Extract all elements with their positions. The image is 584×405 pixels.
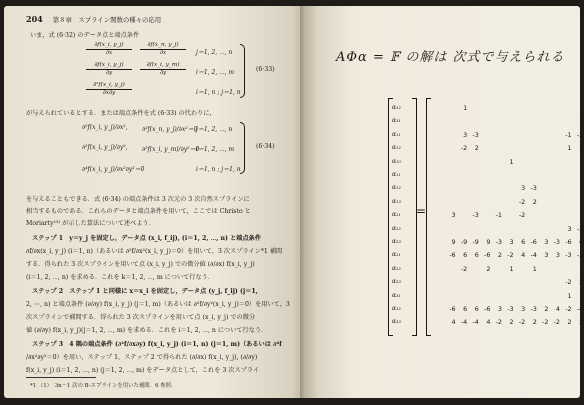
condition: i＝1, n ; j＝1, n [196,89,241,96]
matrix-cell: 1 [463,104,468,112]
denominator: ∂x∂y [102,90,116,96]
step-2-line: ステップ 2 ステップ 1 と同様に x＝x_i を固定し，データ点 (y_j, f_ij) (j＝1, [32,288,258,295]
matrix-cell: 2 [486,264,491,273]
matrix-cell: 6 [463,305,468,313]
matrix-cell: -3 [576,224,584,233]
matrix-cell: 3 [544,251,549,260]
matrix-cell: -6 [484,251,491,260]
running-head: 第８章 スプライン関数の種々の応用 [52,16,162,24]
matrix-cell: -3 [565,251,572,260]
text-line: 値 (∂/∂y) f(x_i, y_j)(j＝1, 2, ⋯, m) を求める．これを i＝1, 2, ⋯, n について行なう． [26,327,268,334]
matrix-cell: -9 [460,238,468,246]
matrix-cell: -6 [449,251,456,260]
fraction [140,62,186,76]
matrix-cell: 1 [509,264,514,273]
matrix-cell: -2 [565,305,572,313]
matrix-cell: 1 [532,264,537,273]
matrix-cell: 1 [509,157,514,166]
alpha-label: α₂₃ [392,278,401,286]
matrix-cell: -1 [495,211,502,220]
matrix-cell: 3 [463,130,468,139]
matrix-cell: 2 [474,144,479,153]
condition: j＝1, 2, ⋯, n [196,49,233,56]
text-line: /∂x²∂y²＝0）を用い，ステップ 1，ステップ 2 で得られた (∂/∂x) f(x_i, y_j), (∂/∂y) [26,354,258,361]
matrix-cell: -3 [495,238,502,246]
alpha-label: α₁₁ [392,130,401,138]
numerator: ∂f(x_i, y_j) [94,42,124,48]
alpha-label: α₁₂ [392,184,401,192]
text-line: Moriarty¹³⁾ が示した算法について述べよう． [26,220,155,227]
alpha-label: α₃₂ [392,104,401,111]
page-number: 204 [26,14,43,24]
text-line: が与えられているとする．または端点条件を式 (6·33) の代わりに， [26,110,216,117]
numerator: ∂f(x_i, y_m) [146,62,180,68]
matrix-cell: -9 [472,238,479,246]
alpha-label: α₁₂ [392,144,401,152]
matrix-cell: -3 [553,238,560,246]
matrix-cell: -2 [518,197,526,206]
matrix-cell: -3 [507,305,514,313]
matrix-cell: -6 [449,305,456,313]
matrix-cell: 6 [521,238,526,246]
matrix-cell: -3 [530,305,537,313]
matrix-cell: 6 [463,251,468,260]
matrix-cell: 1 [579,117,584,126]
matrix-cell: -3 [472,211,479,220]
denominator: ∂y [105,70,113,76]
equation-term: ∂²f(x_i, y_j)/∂x², [82,124,128,131]
text-line: いま，式 (6·32) のデータ点と端点条件 [30,32,140,39]
right-brace [240,122,245,174]
footnote-rule [26,377,96,378]
numerator: ∂f(x_n, y_j) [147,42,179,48]
matrix-cell: -2 [460,264,468,273]
matrix-cell: -4 [460,318,468,327]
alpha-label: α₁₀ [392,157,401,165]
matrix-cell: 3 [521,184,526,193]
matrix-cell: 2 [532,318,537,327]
fraction [140,42,186,56]
matrix-cell: 2 [544,305,549,313]
matrix-cell: -3 [472,130,479,139]
numerator: ∂²f(x_i, y_j) [93,82,125,88]
denominator: ∂x [159,50,167,56]
alpha-label: α₂₁ [392,251,401,259]
denominator: ∂y [159,70,167,76]
step-3-line: ステップ 3 4 隅の端点条件 (∂²f/∂x∂y) f(x_i, y_j) (i＝1, n) (j＝1, m)（あるいは ∂⁴f [32,341,282,348]
fraction [86,62,132,76]
matrix-cell: 2 [579,278,584,287]
matrix-cell: -1 [565,130,572,139]
alpha-label: α₂₂ [392,264,401,272]
matrix-cell: 4 [486,318,491,327]
matrix-cell: -2 [518,318,526,327]
handwritten-note: AΦα = 𝔽 の解は 次式で与えられる [336,50,565,65]
matrix-cell: -6 [565,238,572,246]
matrix-cell: -2 [565,278,572,287]
equation-term: ∂²f(x_n, y_j)/∂x²＝0 [142,126,198,133]
alpha-label: α₂₁ [392,211,401,219]
equation-term: ∂²f(x_i, y_j)/∂y², [82,144,128,151]
matrix-cell: 6 [579,238,584,246]
alpha-label: α₂₂ [392,224,401,232]
matrix-cell: 2 [532,197,537,206]
matrix-cell: 3 [521,305,526,313]
matrix-cell: 4 [555,305,560,313]
condition: i＝1, 2, ⋯, m [196,69,235,76]
denominator: ∂x [105,50,113,56]
alpha-label: α₁₁ [392,171,401,178]
matrix-cell: -4 [472,318,479,327]
equation-term: ∂⁴f(x_i, y_j)/∂x²∂y²＝0 [82,166,145,173]
text-line: f(x_i, y_j) (i＝1, 2, ⋯, n) (j＝1, 2, ⋯, m) をデータ点として，これを 3 次スプライ [26,367,260,374]
matrix-cell: 1 [567,291,572,300]
matrix-cell: 2 [509,318,514,327]
alpha-label: α₂₃ [392,238,401,245]
matrix-cell: 2 [497,251,502,260]
text-line: を与えることもできる．式 (6·34) の端点条件は 3 次元の 3 次自然スプラインに [26,196,250,203]
alpha-label: α₃₂ [392,305,401,312]
matrix-cell: -2 [507,251,514,260]
matrix-cell: -3 [530,184,537,193]
matrix-cell: -2 [495,318,502,327]
text-line: (i＝1, 2, ⋯, n) を求める．これを k＝1, 2, ⋯, m について行なう． [26,274,215,281]
alpha-label: α₁₃ [392,197,401,205]
matrix-cell: 9 [486,238,491,246]
matrix-cell: -4 [576,305,584,313]
matrix-cell: -6 [484,305,491,313]
footnote: *1 （1） 3n－1 次の B-スプラインを用いた補間．6 参照． [30,383,177,389]
text-line: する．得られた 3 次スプラインを用いて点 (x_i, y_j) での微分値 (∂/∂x) f(x_i, y_j) [26,261,255,268]
matrix-cell: 6 [474,305,479,313]
text-line: 次スプラインで補間する．得られた 3 次スプラインを用いて点 (x_i, y_j) での微分 [26,314,256,321]
matrix-cell: 6 [474,251,479,260]
condition: j＝1, 2, ⋯, n [196,126,233,133]
matrix-cell: -4 [530,251,537,260]
matrix-cell: 3 [544,238,549,246]
matrix-cell: -2 [460,144,468,153]
alpha-label: α₃₁ [392,117,401,125]
matrix-cell: 3 [497,305,502,313]
condition: i＝1, 2, ⋯, m [196,146,235,153]
matrix-cell: -3 [576,251,584,260]
equation-number: (6·33) [256,66,275,73]
matrix-cell: 9 [451,238,456,246]
page-header [26,14,294,24]
matrix-cell: 4 [521,251,526,260]
matrix-cell: 2 [567,318,572,327]
numerator: ∂f(x_i, y_j) [94,62,124,68]
text-line: 2, ⋯, n) と端点条件 (∂/∂y) f(x_i, y_j) (j＝1, m)（あるいは ∂²f/∂y²(x_i, y_j)＝0）を用いて，3 [26,301,290,308]
equation-term: ∂²f(x_i, y_m)/∂y²＝0 [142,146,200,153]
matrix-cell: -2 [518,211,526,220]
matrix-cell: 4 [451,318,456,327]
matrix-cell: 3 [509,238,514,246]
condition: i＝1, n ; j＝1, n [196,166,241,173]
text-line: ∂f/∂x(x_i, y_j) (i＝1, n)（あるいは ∂²f/∂x²(x_i, y_j)＝0）を用いて，3 次スプライン*1 補間 [26,248,283,255]
step-1-line: ステップ 1 y＝y_j を固定し，データ点 (x_i, f_ij), (i＝1, 2, ⋯, n) と端点条件 [32,235,262,242]
right-brace [240,44,245,98]
matrix-cell: 1 [579,144,584,153]
matrix-left-bracket [426,98,431,336]
matrix-cell: 3 [451,211,456,220]
matrix-cell: 1 [567,144,572,153]
alpha-label: α₃₃ [392,318,401,326]
matrix-cell: -2 [553,318,560,327]
matrix-cell: -6 [530,238,537,246]
text-line: 相当するものである．これらのデータと端点条件を用いて，ここでは Christo と [26,208,251,215]
equals-sign: = [416,204,427,218]
matrix-cell: 2 [579,318,584,327]
matrix-cell: -2 [576,130,584,139]
equation-number: (6·34) [256,143,275,150]
matrix-cell: 3 [567,224,572,233]
fraction [86,82,132,96]
matrix-cell: 3 [555,251,560,260]
matrix-cell: 1 [579,291,584,300]
matrix-cell: -2 [542,318,549,327]
fraction [86,42,132,56]
alpha-label: α₃₁ [392,291,401,299]
